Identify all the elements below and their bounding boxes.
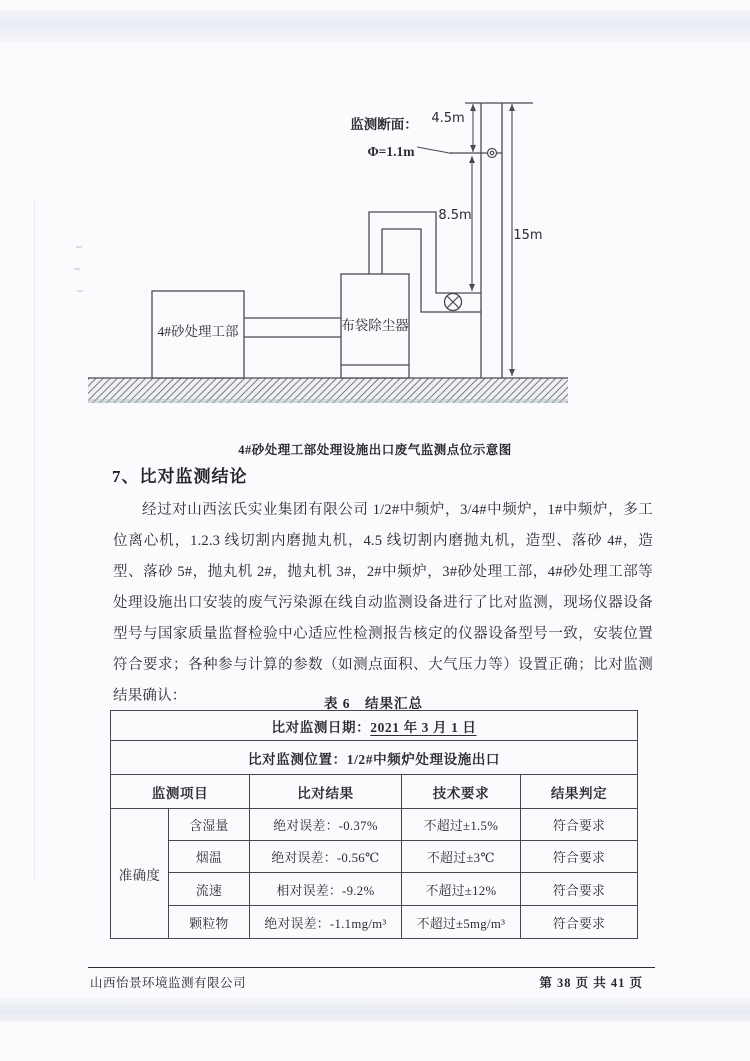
monitoring-section-label: 监测断面：	[350, 117, 418, 132]
requirement-cell: 不超过±1.5%	[402, 809, 521, 841]
result-cell: 绝对误差：-0.56℃	[250, 841, 402, 873]
section-heading: 7、比对监测结论	[112, 467, 248, 486]
table-title: 表 6 结果汇总	[323, 696, 424, 711]
header-requirement: 技术要求	[402, 775, 521, 809]
sampling-port-icon	[488, 149, 497, 158]
dim-total-label: 15m	[513, 228, 543, 243]
table-row-date	[111, 711, 638, 741]
paragraph-line: 符合要求；各种参与计算的参数（如测点面积、大气压力等）设置正确；比对监测	[113, 657, 653, 673]
result-cell: 绝对误差：-0.37%	[250, 809, 402, 841]
leader-line	[417, 147, 452, 154]
group-label-cell: 准确度	[111, 809, 169, 939]
dimension-8-5m	[469, 156, 475, 291]
table-row	[111, 809, 638, 841]
source-box-label: 4#砂处理工部	[157, 324, 239, 339]
monitoring-point-schematic	[0, 0, 750, 430]
header-item: 监测项目	[111, 775, 250, 809]
table-header-row	[111, 775, 638, 809]
paragraph-line: 型号与国家质量监督检验中心适应性检测报告核定的仪器设备型号一致，安装位置	[113, 626, 653, 642]
item-cell: 颗粒物	[169, 906, 250, 939]
table-row	[111, 906, 638, 939]
judgement-cell: 符合要求	[521, 873, 638, 906]
header-result: 比对结果	[250, 775, 402, 809]
table-row-location	[111, 741, 638, 775]
results-table	[110, 710, 638, 939]
paragraph-line: 位离心机，1.2.3 线切割内磨抛丸机，4.5 线切割内磨抛丸机，造型、落砂 4#，造	[113, 533, 653, 549]
requirement-cell: 不超过±12%	[402, 873, 521, 906]
requirement-cell: 不超过±3℃	[402, 841, 521, 873]
date-value: 2021 年 3 月 1 日	[370, 719, 477, 735]
table-row	[111, 841, 638, 873]
paragraph-line: 处理设施出口安装的废气污染源在线自动监测设备进行了比对监测，现场仪器设备	[113, 595, 653, 611]
table-row	[111, 873, 638, 906]
header-judgement: 结果判定	[521, 775, 638, 809]
judgement-cell: 符合要求	[521, 906, 638, 939]
dim-mid-label: 8.5m	[438, 208, 472, 223]
date-label: 比对监测日期：	[271, 719, 371, 735]
paragraph-line: 经过对山西泫氏实业集团有限公司 1/2#中频炉，3/4#中频炉，1#中频炉，多工	[142, 502, 653, 518]
item-cell: 流速	[169, 873, 250, 906]
judgement-cell: 符合要求	[521, 841, 638, 873]
page-footer	[88, 967, 655, 991]
item-cell: 含湿量	[169, 809, 250, 841]
dimension-4-5m	[470, 104, 476, 152]
judgement-cell: 符合要求	[521, 809, 638, 841]
item-cell: 烟温	[169, 841, 250, 873]
paragraph-line: 结果确认：	[113, 688, 187, 704]
footer-company: 山西怡景环境监测有限公司	[90, 976, 247, 990]
diameter-label: Φ=1.1m	[367, 144, 415, 159]
dim-top-label: 4.5m	[431, 111, 465, 126]
result-cell: 绝对误差：-1.1mg/m³	[250, 906, 402, 939]
fan-icon	[445, 294, 462, 311]
footer-page-number: 第 38 页 共 41 页	[539, 976, 643, 990]
requirement-cell: 不超过±5mg/m³	[402, 906, 521, 939]
result-cell: 相对误差：-9.2%	[250, 873, 402, 906]
date-cell	[111, 711, 638, 741]
paragraph-line: 型、落砂 5#，抛丸机 2#，抛丸机 3#，2#中频炉，3#砂处理工部，4#砂处理工部等	[113, 564, 653, 580]
scan-artifact-band	[0, 998, 750, 1022]
dust-collector-label: 布袋除尘器	[341, 318, 409, 333]
diagram-caption: 4#砂处理工部处理设施出口废气监测点位示意图	[238, 443, 512, 457]
ground-tint	[88, 399, 568, 403]
body-paragraph	[113, 495, 653, 712]
location-cell: 比对监测位置：1/2#中频炉处理设施出口	[111, 741, 638, 775]
